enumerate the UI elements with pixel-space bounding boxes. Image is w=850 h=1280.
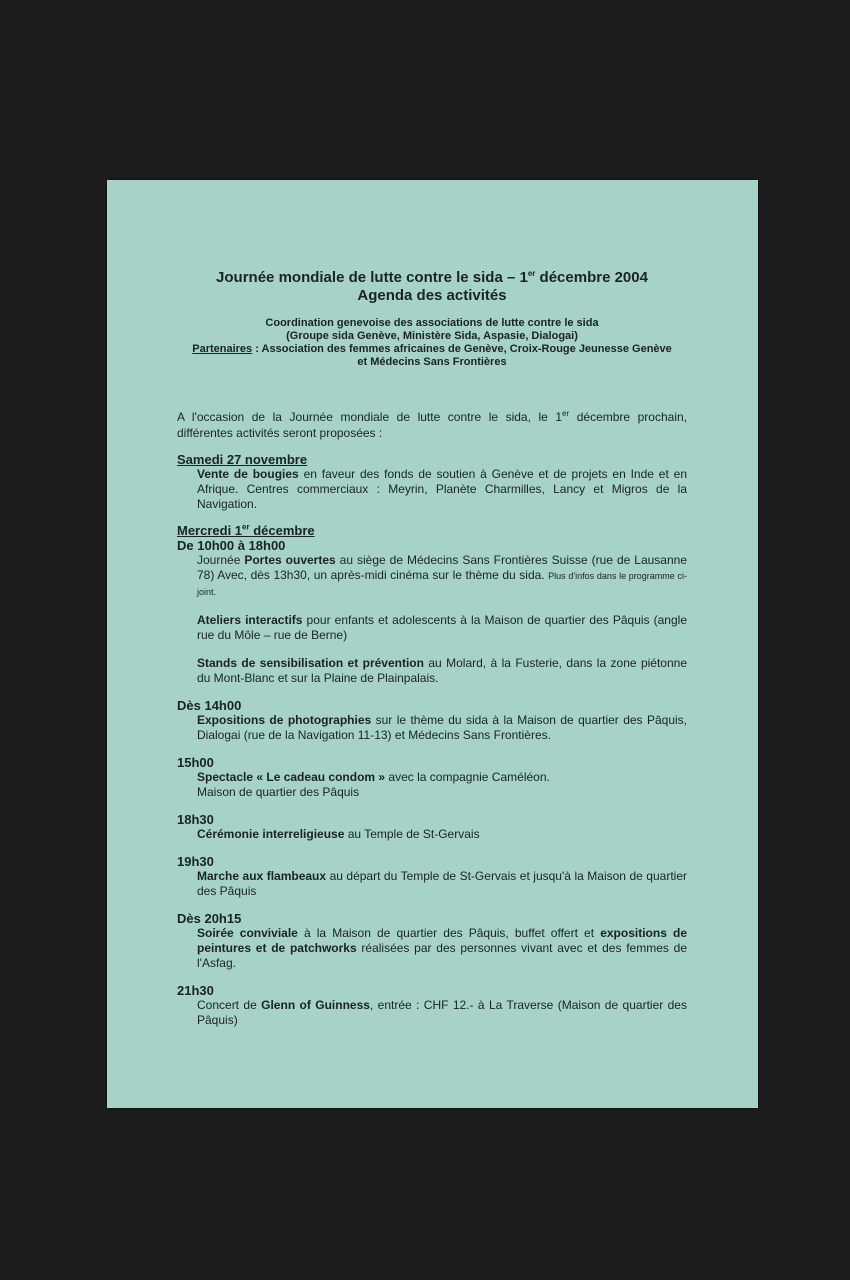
activity-item (197, 827, 687, 842)
activity-text: en faveur des fonds de soutien à Genève et de projets en Inde et en Afrique. Centres commerciaux : Meyrin, Planète Charmilles, Lancy et Migros de la Navigation. (197, 467, 687, 511)
partners-text: : Association des femmes africaines de Genève, Croix-Rouge Jeunesse Genève (252, 343, 672, 355)
time-heading: 15h00 (177, 755, 214, 770)
activity-text: Journée (197, 553, 245, 567)
members-line: (Groupe sida Genève, Ministère Sida, Aspasie, Dialogai) (286, 330, 578, 342)
activity-item (197, 770, 687, 800)
activity-text: au départ du Temple de St-Gervais et jusqu'à la Maison de quartier des Pâquis (197, 869, 687, 898)
day-heading (177, 452, 687, 467)
activity-note: Plus d'infos dans le programme ci-joint. (197, 571, 688, 597)
intro-sup: er (562, 409, 570, 418)
document-subtitle: Agenda des activités (357, 287, 507, 304)
activity-name: Cérémonie interreligieuse (197, 827, 345, 841)
activity-text: avec la compagnie Caméléon. (385, 770, 550, 784)
partners-label: Partenaires (192, 343, 253, 355)
activity-text: au siège de Médecins Sans Frontières Suisse (rue de Lausanne 78) Avec, dès 13h30, un après-midi cinéma sur le thème du sida. (197, 553, 688, 582)
day-label: Mercredi 1 (177, 523, 243, 538)
organizers-block (177, 317, 687, 369)
day-heading (177, 523, 687, 538)
activity-text: au Temple de St-Gervais (344, 827, 480, 841)
activity-name: Portes ouvertes (244, 553, 336, 567)
activity-name: Ateliers interactifs (197, 613, 303, 627)
activity-text: sur le thème du sida à la Maison de quartier des Pâquis, Dialogai (rue de la Navigation 11-13) et Médecins Sans Frontières. (197, 713, 688, 742)
time-heading: De 10h00 à 18h00 (177, 538, 286, 553)
coordination-line: Coordination genevoise des associations de lutte contre le sida (265, 317, 599, 329)
activity-text: pour enfants et adolescents à la Maison de quartier des Pâquis (angle rue du Môle – rue de Berne) (197, 613, 687, 642)
activity-text: à la Maison de quartier des Pâquis, buffet offert et (297, 926, 601, 940)
activity-text: au Molard, à la Fusterie, dans la zone piétonne du Mont-Blanc et sur la Plaine de Plainpalais. (197, 656, 687, 685)
partners-text-2: et Médecins Sans Frontières (357, 356, 507, 368)
title-sup: er (527, 269, 536, 278)
activity-name: Stands de sensibilisation et prévention (197, 656, 424, 670)
activity-text: , entrée : CHF 12.- à La Traverse (Maison de quartier des Pâquis) (197, 998, 687, 1027)
activity-text: Maison de quartier des Pâquis (197, 785, 360, 799)
activity-name: Vente de bougies (197, 467, 299, 481)
time-heading: 21h30 (177, 983, 214, 998)
flyer-paper (107, 180, 758, 1108)
time-heading: Dès 20h15 (177, 911, 242, 926)
agenda-day-section (177, 452, 687, 512)
activity-text: réalisées par des personnes vivant avec et des femmes de l'Asfag. (197, 941, 688, 970)
activity-item (197, 713, 687, 743)
activity-name: expositions de peintures et de patchworks (197, 926, 687, 955)
time-heading: 19h30 (177, 854, 214, 869)
intro-paragraph (177, 409, 687, 441)
title-text: Journée mondiale de lutte contre le sida – 1 (216, 269, 528, 286)
agenda (177, 452, 687, 1028)
activity-item (197, 613, 687, 643)
time-heading: 18h30 (177, 812, 214, 827)
activity-item (197, 656, 687, 686)
activity-item (197, 553, 687, 600)
time-heading: Dès 14h00 (177, 698, 242, 713)
intro-text: A l'occasion de la Journée mondiale de lutte contre le sida, le 1 (177, 410, 563, 424)
activity-item (197, 998, 687, 1028)
activity-item (197, 869, 687, 899)
title-date: décembre 2004 (535, 269, 648, 286)
flyer-content (177, 269, 687, 1028)
activity-name: Spectacle « Le cadeau condom » (197, 770, 386, 784)
day-suffix: décembre (249, 523, 315, 538)
document-title (177, 269, 687, 305)
activity-name: Soirée conviviale (197, 926, 298, 940)
activity-name: Expositions de photographies (197, 713, 372, 727)
intro-text-2: décembre prochain, différentes activités seront proposées : (177, 410, 687, 440)
day-sup: er (242, 522, 250, 532)
activity-name: Marche aux flambeaux (197, 869, 327, 883)
day-label: Samedi 27 novembre (177, 452, 308, 467)
activity-item (197, 467, 687, 512)
activity-text: Concert de (197, 998, 262, 1012)
activity-item (197, 926, 687, 971)
activity-name: Glenn of Guinness (261, 998, 370, 1012)
agenda-day-section (177, 523, 687, 1028)
